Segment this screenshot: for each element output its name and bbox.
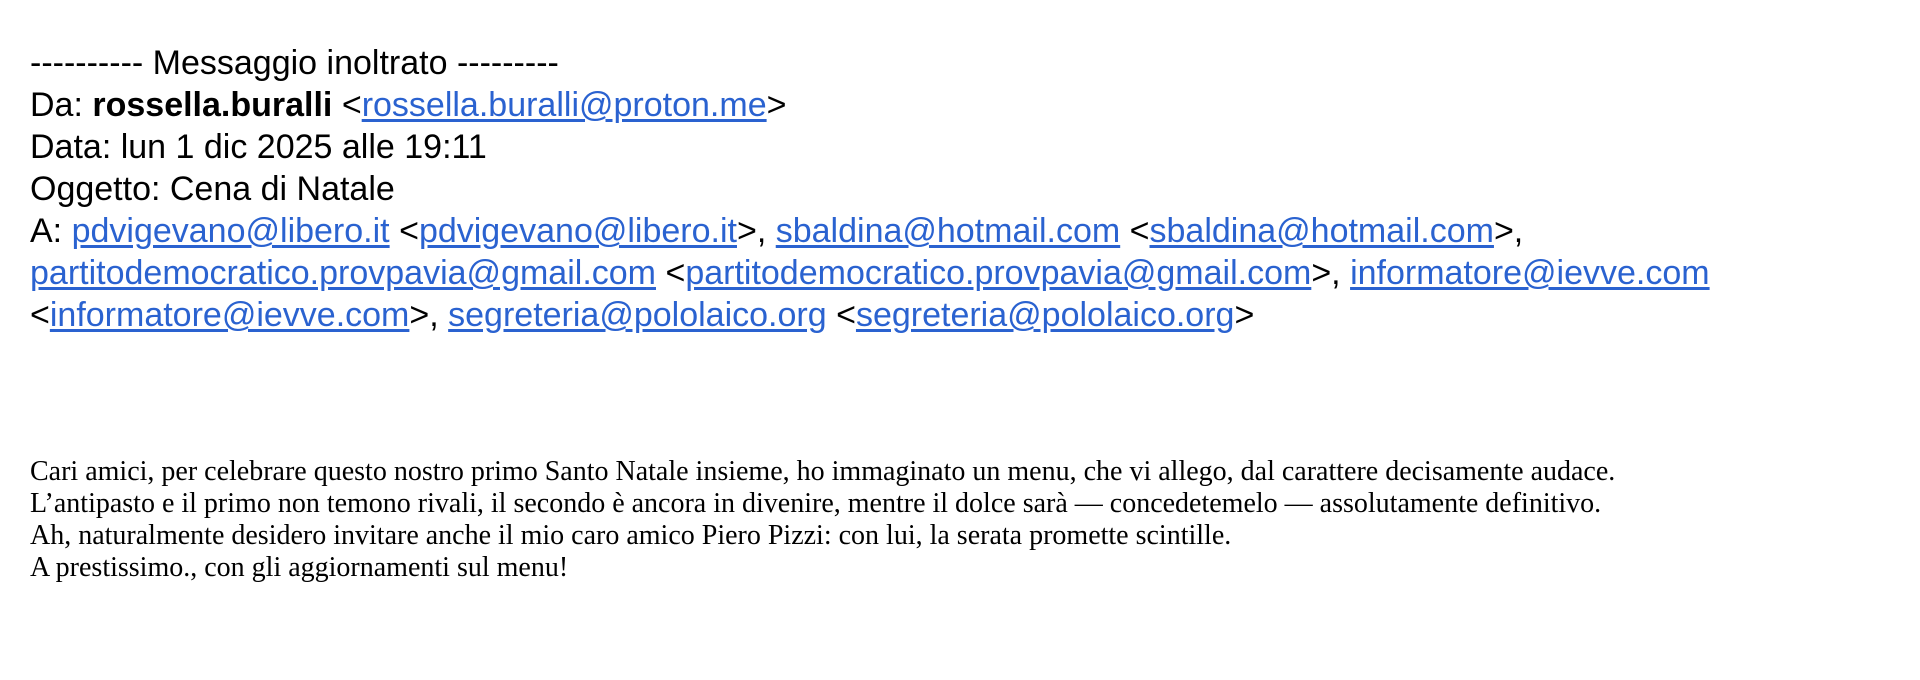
message-body [30,456,1890,584]
to-label: A: [30,212,63,250]
recipient-name-link[interactable]: sbaldina@hotmail.com [775,212,1121,250]
recipient-email-link[interactable]: partitodemocratico.provpavia@gmail.com [685,254,1312,292]
recipient-email-link[interactable]: sbaldina@hotmail.com [1149,212,1494,250]
recipient-email-link[interactable]: informatore@ievve.com [49,296,410,334]
recipient-email-link[interactable]: segreteria@pololaico.org [855,296,1235,334]
body-line: Ah, naturalmente desidero invitare anche il mio caro amico Piero Pizzi: con lui, la serata promette scintille. [30,520,1232,551]
date-value: lun 1 dic 2025 alle 19:11 [120,128,487,166]
sender-email-link[interactable]: rossella.buralli@proton.me [361,86,767,124]
recipient-email-link[interactable]: pdvigevano@libero.it [418,212,737,250]
body-line: Cari amici, per celebrare questo nostro primo Santo Natale insieme, ho immaginato un menu, che vi allego, dal carattere decisamente audace. [30,456,1616,487]
recipient-name-link[interactable]: informatore@ievve.com [1350,254,1710,292]
subject-label: Oggetto: [30,170,161,208]
recipient-name-link[interactable]: partitodemocratico.provpavia@gmail.com [30,254,656,292]
subject-value: Cena di Natale [169,170,395,208]
from-label: Da: [30,86,83,124]
to-line-1: A: pdvigevano@libero.it <pdvigevano@libero.it>, sbaldina@hotmail.com <sbaldina@hotmail.com>, [30,212,1524,250]
forwarded-separator: ---------- Messaggio inoltrato --------- [30,44,559,82]
body-line: A prestissimo., con gli aggiornamenti sul menu! [30,552,569,583]
recipient-name-link[interactable]: segreteria@pololaico.org [448,296,827,334]
sender-name: rossella.buralli [92,86,333,124]
subject-line [30,168,1890,210]
recipient-name-link[interactable]: pdvigevano@libero.it [71,212,390,250]
forwarded-message-header [30,42,1890,336]
to-line-2: partitodemocratico.provpavia@gmail.com <partitodemocratico.provpavia@gmail.com>, informatore@ievve.com [30,254,1710,292]
date-line [30,126,1890,168]
to-line-3: <informatore@ievve.com>, segreteria@pololaico.org <segreteria@pololaico.org> [30,296,1255,334]
date-label: Data: [30,128,112,166]
body-line: L’antipasto e il primo non temono rivali, il secondo è ancora in divenire, mentre il dolce sarà — concedetemelo — assolutamente definitivo. [30,488,1602,519]
from-line: Da: rossella.buralli <rossella.buralli@proton.me> [30,86,787,124]
